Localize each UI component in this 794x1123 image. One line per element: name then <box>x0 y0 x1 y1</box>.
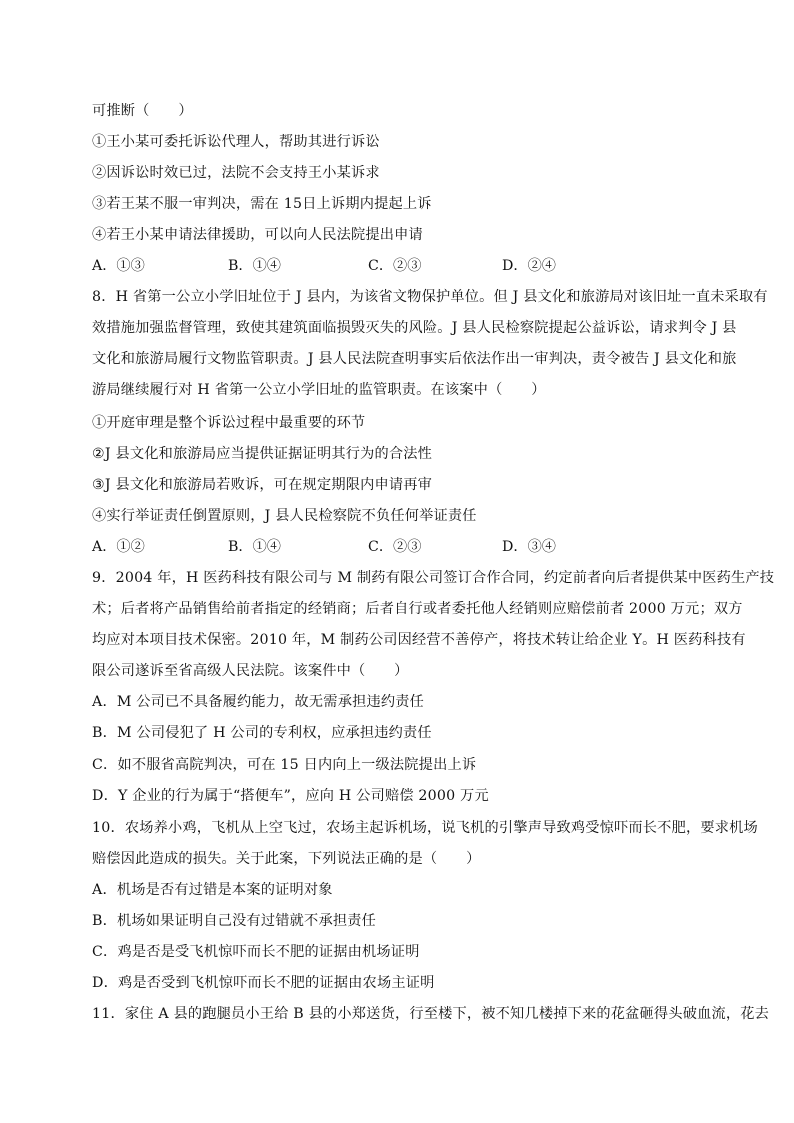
q7-statement-2: ②因诉讼时效已过，法院不会支持王小某诉求 <box>92 165 380 181</box>
q10-option-b: B．机场如果证明自己没有过错就不承担责任 <box>92 913 376 929</box>
q9-stem-line-3: 均应对本项目技术保密。2010 年，M 制药公司因经营不善停产，将技术转让给企业 Y。H 医药科技有 <box>92 632 746 648</box>
q8-choice-c: C．②③ <box>368 539 422 555</box>
q8-statement-2: ②J 县文化和旅游局应当提供证据证明其行为的合法性 <box>92 446 433 462</box>
q11-stem-line-1: 11．家住 A 县的跑腿员小王给 B 县的小郑送货，行至楼下，被不知几楼掉下来的花盆砸得头破血流，花去 <box>92 1006 770 1022</box>
q7-statement-4: ④若王小某申请法律援助，可以向人民法院提出申请 <box>92 227 423 243</box>
q8-statement-1: ①开庭审理是整个诉讼过程中最重要的环节 <box>92 415 366 431</box>
q7-stem-continuation: 可推断（ ） <box>92 103 193 119</box>
q9-stem-line-1: 9．2004 年，H 医药科技有限公司与 M 制药有限公司签订合作合同，约定前者向后者提供某中医药生产技 <box>92 570 775 586</box>
q7-choices <box>92 256 712 276</box>
q7-statement-3: ③若王某不服一审判决，需在 15日上诉期内提起上诉 <box>92 196 432 212</box>
q8-choice-b: B．①④ <box>228 539 281 555</box>
q7-statement-1: ①王小某可委托诉讼代理人，帮助其进行诉讼 <box>92 134 380 150</box>
q8-statement-3: ③J 县文化和旅游局若败诉，可在规定期限内申请再审 <box>92 477 433 493</box>
q10-stem-line-2: 赔偿因此造成的损失。关于此案，下列说法正确的是（ ） <box>92 851 481 867</box>
q8-stem-line-3: 文化和旅游局履行文物监管职责。J 县人民法院查明事实后依法作出一审判决，责令被告 J 县文化和旅 <box>92 351 737 367</box>
q8-choice-a: A．①② <box>92 539 145 555</box>
q7-choice-c: C．②③ <box>368 258 422 274</box>
q9-option-b: B．M 公司侵犯了 H 公司的专利权，应承担违约责任 <box>92 725 432 741</box>
q9-option-a: A．M 公司已不具备履约能力，故无需承担违约责任 <box>92 694 425 710</box>
q8-statement-4: ④实行举证责任倒置原则，J 县人民检察院不负任何举证责任 <box>92 508 477 524</box>
q8-choice-d: D．③④ <box>502 539 556 555</box>
q8-choices <box>92 537 712 557</box>
q9-stem-line-2: 术；后者将产品销售给前者指定的经销商；后者自行或者委托他人经销则应赔偿前者 2000 万元；双方 <box>92 601 743 617</box>
q9-stem-line-4: 限公司遂诉至省高级人民法院。该案件中（ ） <box>92 663 409 679</box>
q10-stem-line-1: 10．农场养小鸡，飞机从上空飞过，农场主起诉机场，说飞机的引擎声导致鸡受惊吓而长不肥，要求机场 <box>92 820 758 836</box>
q8-stem-line-2: 效措施加强监督管理，致使其建筑面临损毁灭失的风险。J 县人民检察院提起公益诉讼，请求判令 J 县 <box>92 320 737 336</box>
q8-stem-line-4: 游局继续履行对 H 省第一公立小学旧址的监管职责。在该案中（ ） <box>92 382 546 398</box>
q9-option-d: D．Y 企业的行为属于“搭便车”，应向 H 公司赔偿 2000 万元 <box>92 788 489 804</box>
q10-option-c: C．鸡是否是受飞机惊吓而长不肥的证据由机场证明 <box>92 944 420 960</box>
q9-option-c: C．如不服省高院判决，可在 15 日内向上一级法院提出上诉 <box>92 757 477 773</box>
q8-stem-line-1: 8．H 省第一公立小学旧址位于 J 县内，为该省文物保护单位。但 J 县文化和旅游局对该旧址一直未采取有 <box>92 289 768 305</box>
q7-choice-d: D．②④ <box>502 258 556 274</box>
q7-choice-a: A．①③ <box>92 258 145 274</box>
q7-choice-b: B．①④ <box>228 258 281 274</box>
q10-option-d: D．鸡是否受到飞机惊吓而长不肥的证据由农场主证明 <box>92 975 435 991</box>
q10-option-a: A．机场是否有过错是本案的证明对象 <box>92 882 333 898</box>
